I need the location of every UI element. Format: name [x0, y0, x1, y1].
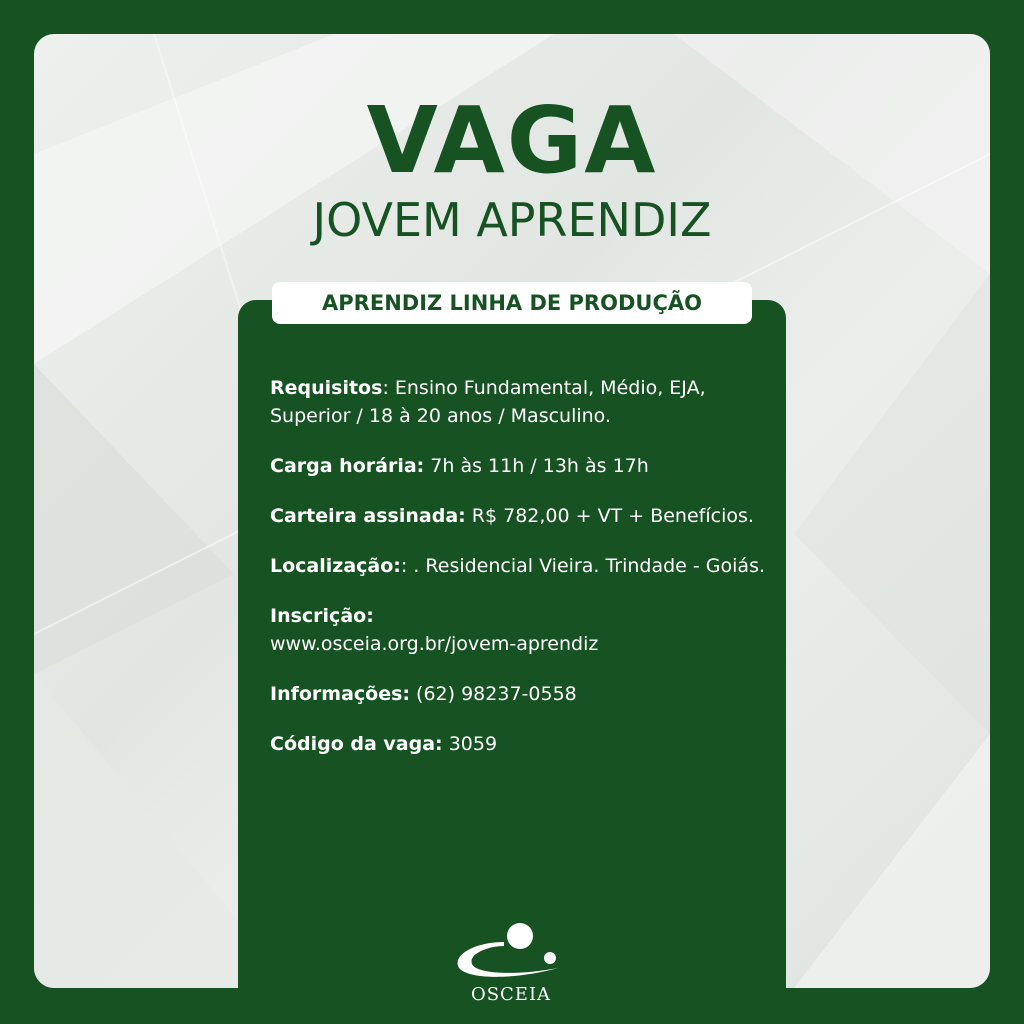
- localizacao-item: [270, 552, 770, 580]
- carga-horaria-label: Carga horária:: [270, 455, 425, 477]
- job-details-list: [270, 374, 770, 780]
- requisitos-label: Requisitos: [270, 377, 383, 399]
- carga-horaria-value: 7h às 11h / 13h às 17h: [424, 455, 649, 477]
- codigo-item: [270, 730, 770, 758]
- requisitos-value: : Ensino Fundamental, Médio, EJA, Superior / 18 à 20 anos / Masculino.: [270, 377, 706, 427]
- informacoes-phone: (62) 98237-0558: [410, 683, 577, 705]
- position-badge: APRENDIZ LINHA DE PRODUÇÃO: [272, 282, 752, 324]
- carteira-label: Carteira assinada:: [270, 505, 466, 527]
- carga-horaria-item: [270, 452, 770, 480]
- page-subtitle: JOVEM APRENDIZ: [312, 193, 712, 247]
- informacoes-label: Informações:: [270, 683, 411, 705]
- codigo-label: Código da vaga:: [270, 733, 443, 755]
- logo-text: OSCEIA: [470, 984, 552, 1005]
- inscricao-item: [270, 602, 770, 658]
- inscricao-label: Inscrição:: [270, 605, 374, 627]
- codigo-value: 3059: [442, 733, 498, 755]
- localizacao-value: : . Residencial Vieira. Trindade - Goiás.: [400, 555, 766, 577]
- inscricao-link[interactable]: www.osceia.org.br/jovem-aprendiz: [270, 633, 599, 655]
- page-title: VAGA: [366, 87, 658, 194]
- carteira-item: [270, 502, 770, 530]
- requisitos-item: [270, 374, 770, 430]
- carteira-value: R$ 782,00 + VT + Benefícios.: [465, 505, 754, 527]
- informacoes-item: [270, 680, 770, 708]
- localizacao-label: Localização:: [270, 555, 401, 577]
